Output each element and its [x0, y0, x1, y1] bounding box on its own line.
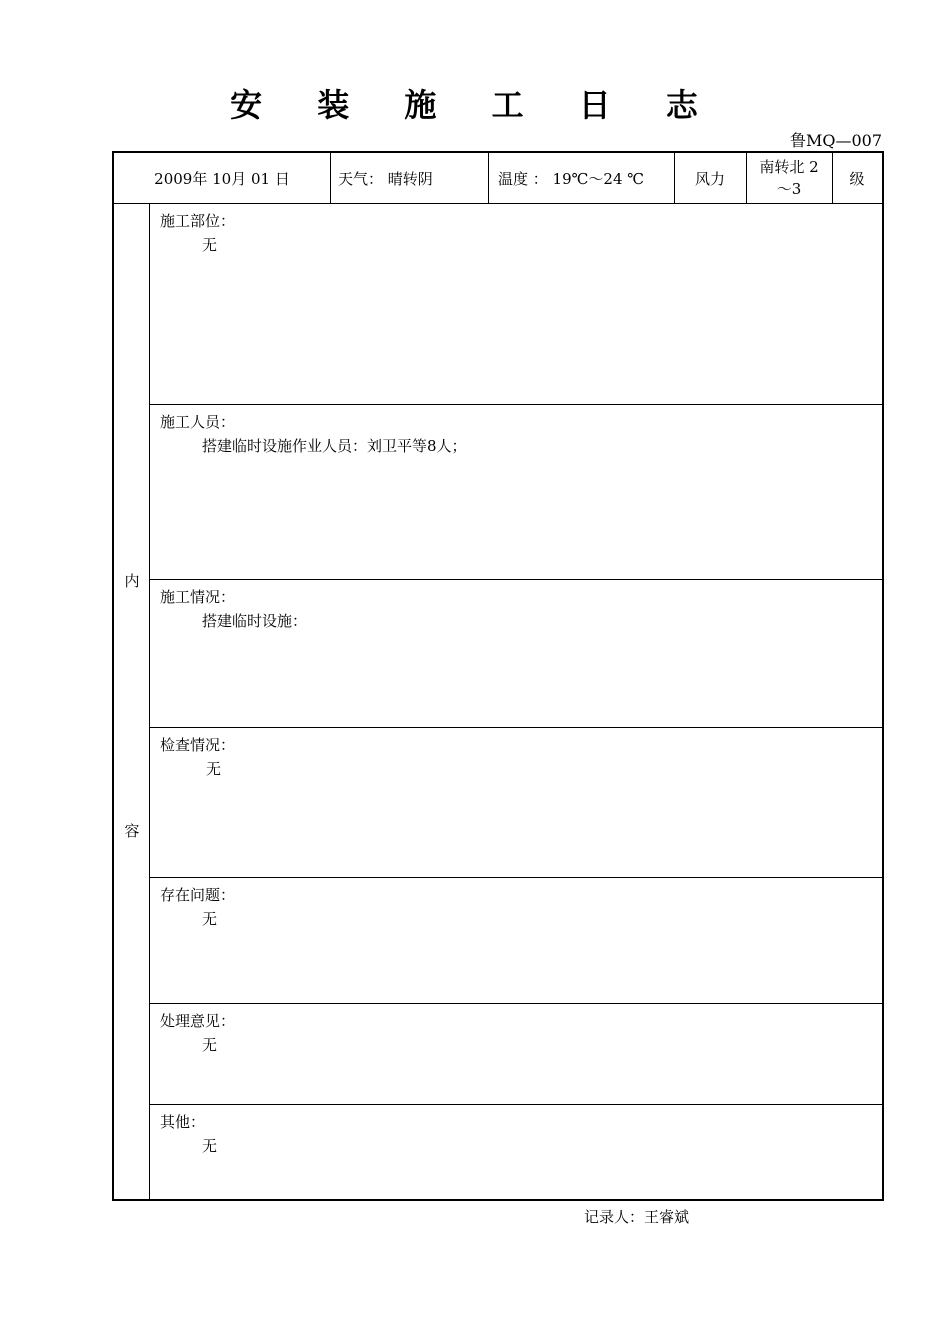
section-construction-status — [150, 580, 882, 728]
section-existing-problems — [150, 878, 882, 1004]
temperature-cell: 温度 ： 19℃～24 ℃ — [498, 169, 645, 188]
recorder: 记录人：王睿斌 — [584, 1208, 690, 1226]
date-cell: 2009年 10月 01 日 — [154, 169, 290, 188]
section-label: 其他： — [160, 1113, 206, 1131]
section-value: 无 — [202, 1036, 218, 1054]
section-label: 施工情况： — [160, 588, 236, 606]
log-form — [112, 151, 884, 1201]
content-side-label — [114, 204, 150, 1200]
section-handling-opinion — [150, 1004, 882, 1105]
section-value: 无 — [202, 1137, 218, 1155]
section-label: 检查情况： — [160, 736, 236, 754]
wind-value-line2: ～3 — [776, 180, 802, 198]
section-label: 施工人员： — [160, 413, 236, 431]
section-construction-personnel — [150, 405, 882, 580]
side-label-top: 内 — [124, 572, 140, 590]
section-construction-location — [150, 204, 882, 405]
wind-label: 风力 — [694, 169, 725, 188]
header-row — [114, 153, 882, 204]
form-code: 鲁MQ—007 — [789, 131, 882, 150]
document-title: 安 装 施 工 日 志 — [230, 86, 720, 124]
side-label-bottom: 容 — [124, 822, 140, 840]
section-label: 存在问题： — [160, 886, 236, 904]
section-label: 处理意见： — [160, 1012, 236, 1030]
wind-unit: 级 — [849, 169, 865, 188]
section-value: 搭建临时设施： — [202, 612, 308, 630]
wind-value — [746, 153, 832, 203]
section-value: 搭建临时设施作业人员：刘卫平等8人； — [202, 437, 467, 455]
weather-cell: 天气： 晴转阴 — [338, 169, 433, 188]
section-other — [150, 1105, 882, 1199]
section-value: 无 — [202, 236, 218, 254]
section-label: 施工部位： — [160, 212, 236, 230]
section-value: 无 — [202, 910, 218, 928]
section-value: 无 — [206, 760, 222, 778]
section-inspection — [150, 728, 882, 878]
wind-value-line1: 南转北 2 — [759, 158, 819, 176]
